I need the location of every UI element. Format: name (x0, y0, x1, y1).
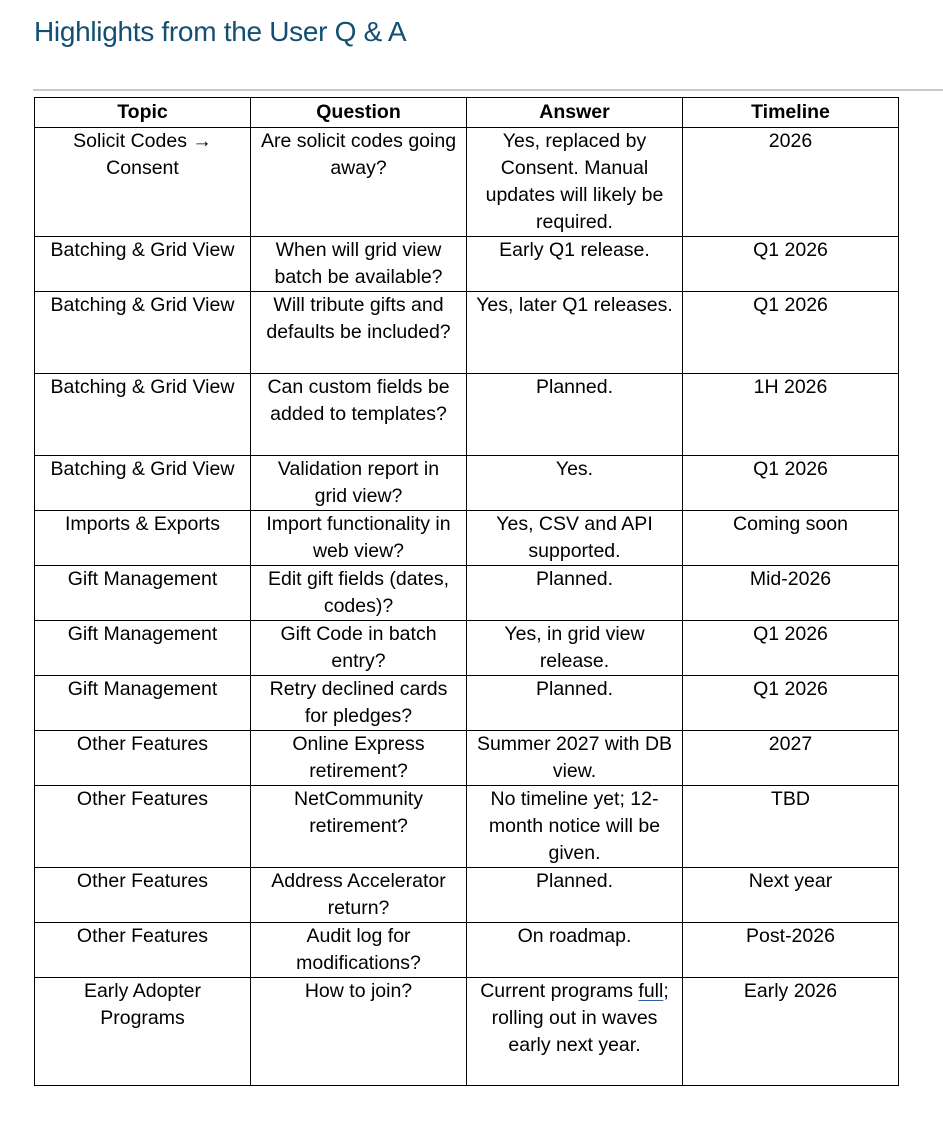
table-row (35, 676, 899, 731)
answer-cell: Early Q1 release. (467, 237, 683, 292)
answer-cell: Planned. (467, 374, 683, 456)
header-topic: Topic (35, 98, 251, 128)
qa-table (34, 97, 899, 1086)
answer-cell: Yes, later Q1 releases. (467, 292, 683, 374)
question-cell: NetCommunity retirement? (251, 786, 467, 868)
topic-cell: Batching & Grid View (35, 456, 251, 511)
topic-cell: Batching & Grid View (35, 374, 251, 456)
topic-cell: Other Features (35, 786, 251, 868)
question-cell: Validation report in grid view? (251, 456, 467, 511)
table-row (35, 374, 899, 456)
question-cell: Are solicit codes going away? (251, 128, 467, 237)
header-timeline: Timeline (683, 98, 899, 128)
question-cell: Will tribute gifts and defaults be included? (251, 292, 467, 374)
answer-cell: Yes. (467, 456, 683, 511)
timeline-cell: Q1 2026 (683, 456, 899, 511)
timeline-cell: Next year (683, 868, 899, 923)
answer-cell: Planned. (467, 566, 683, 621)
answer-cell: Planned. (467, 868, 683, 923)
table-row (35, 566, 899, 621)
table-row (35, 237, 899, 292)
table-row (35, 292, 899, 374)
timeline-cell: Q1 2026 (683, 292, 899, 374)
answer-cell: Yes, in grid view release. (467, 621, 683, 676)
table-row (35, 978, 899, 1086)
answer-cell: Planned. (467, 676, 683, 731)
timeline-cell: TBD (683, 786, 899, 868)
question-cell: Online Express retirement? (251, 731, 467, 786)
topic-cell: Gift Management (35, 676, 251, 731)
answer-cell: Yes, replaced by Consent. Manual updates will likely be required. (467, 128, 683, 237)
header-answer: Answer (467, 98, 683, 128)
table-row (35, 786, 899, 868)
answer-text-end: ; rolling out in waves early next year. (491, 980, 669, 1056)
page-title: Highlights from the User Q & A (34, 16, 407, 47)
table-row (35, 456, 899, 511)
timeline-cell: Coming soon (683, 511, 899, 566)
answer-text-start: Current programs (480, 980, 639, 1002)
question-cell: Retry declined cards for pledges? (251, 676, 467, 731)
question-cell: Import functionality in web view? (251, 511, 467, 566)
table-row (35, 731, 899, 786)
topic-cell: Other Features (35, 923, 251, 978)
header-question: Question (251, 98, 467, 128)
question-cell: Gift Code in batch entry? (251, 621, 467, 676)
topic-cell: Gift Management (35, 566, 251, 621)
table-row (35, 128, 899, 237)
timeline-cell: 2026 (683, 128, 899, 237)
table-header-row (35, 98, 899, 128)
table-row (35, 923, 899, 978)
topic-cell: Imports & Exports (35, 511, 251, 566)
timeline-cell: Mid-2026 (683, 566, 899, 621)
question-cell: Can custom fields be added to templates? (251, 374, 467, 456)
answer-cell: On roadmap. (467, 923, 683, 978)
topic-cell: Other Features (35, 731, 251, 786)
timeline-cell: Post-2026 (683, 923, 899, 978)
timeline-cell: Q1 2026 (683, 237, 899, 292)
question-cell: Audit log for modifications? (251, 923, 467, 978)
answer-cell: Summer 2027 with DB view. (467, 731, 683, 786)
table-row (35, 621, 899, 676)
question-cell: Edit gift fields (dates, codes)? (251, 566, 467, 621)
question-cell: How to join? (251, 978, 467, 1086)
topic-cell: Other Features (35, 868, 251, 923)
timeline-cell: 2027 (683, 731, 899, 786)
topic-cell: Batching & Grid View (35, 237, 251, 292)
topic-cell: Gift Management (35, 621, 251, 676)
proofing-underlined-word: full (638, 980, 664, 1002)
question-cell: Address Accelerator return? (251, 868, 467, 923)
answer-cell: No timeline yet; 12-month notice will be given. (467, 786, 683, 868)
timeline-cell: Q1 2026 (683, 676, 899, 731)
timeline-cell: Early 2026 (683, 978, 899, 1086)
topic-cell: Early Adopter Programs (35, 978, 251, 1086)
timeline-cell: 1H 2026 (683, 374, 899, 456)
answer-cell (467, 978, 683, 1086)
topic-cell: Batching & Grid View (35, 292, 251, 374)
topic-cell: Solicit Codes → Consent (35, 128, 251, 237)
table-row (35, 868, 899, 923)
question-cell: When will grid view batch be available? (251, 237, 467, 292)
answer-cell: Yes, CSV and API supported. (467, 511, 683, 566)
timeline-cell: Q1 2026 (683, 621, 899, 676)
title-divider (33, 89, 943, 91)
table-row (35, 511, 899, 566)
